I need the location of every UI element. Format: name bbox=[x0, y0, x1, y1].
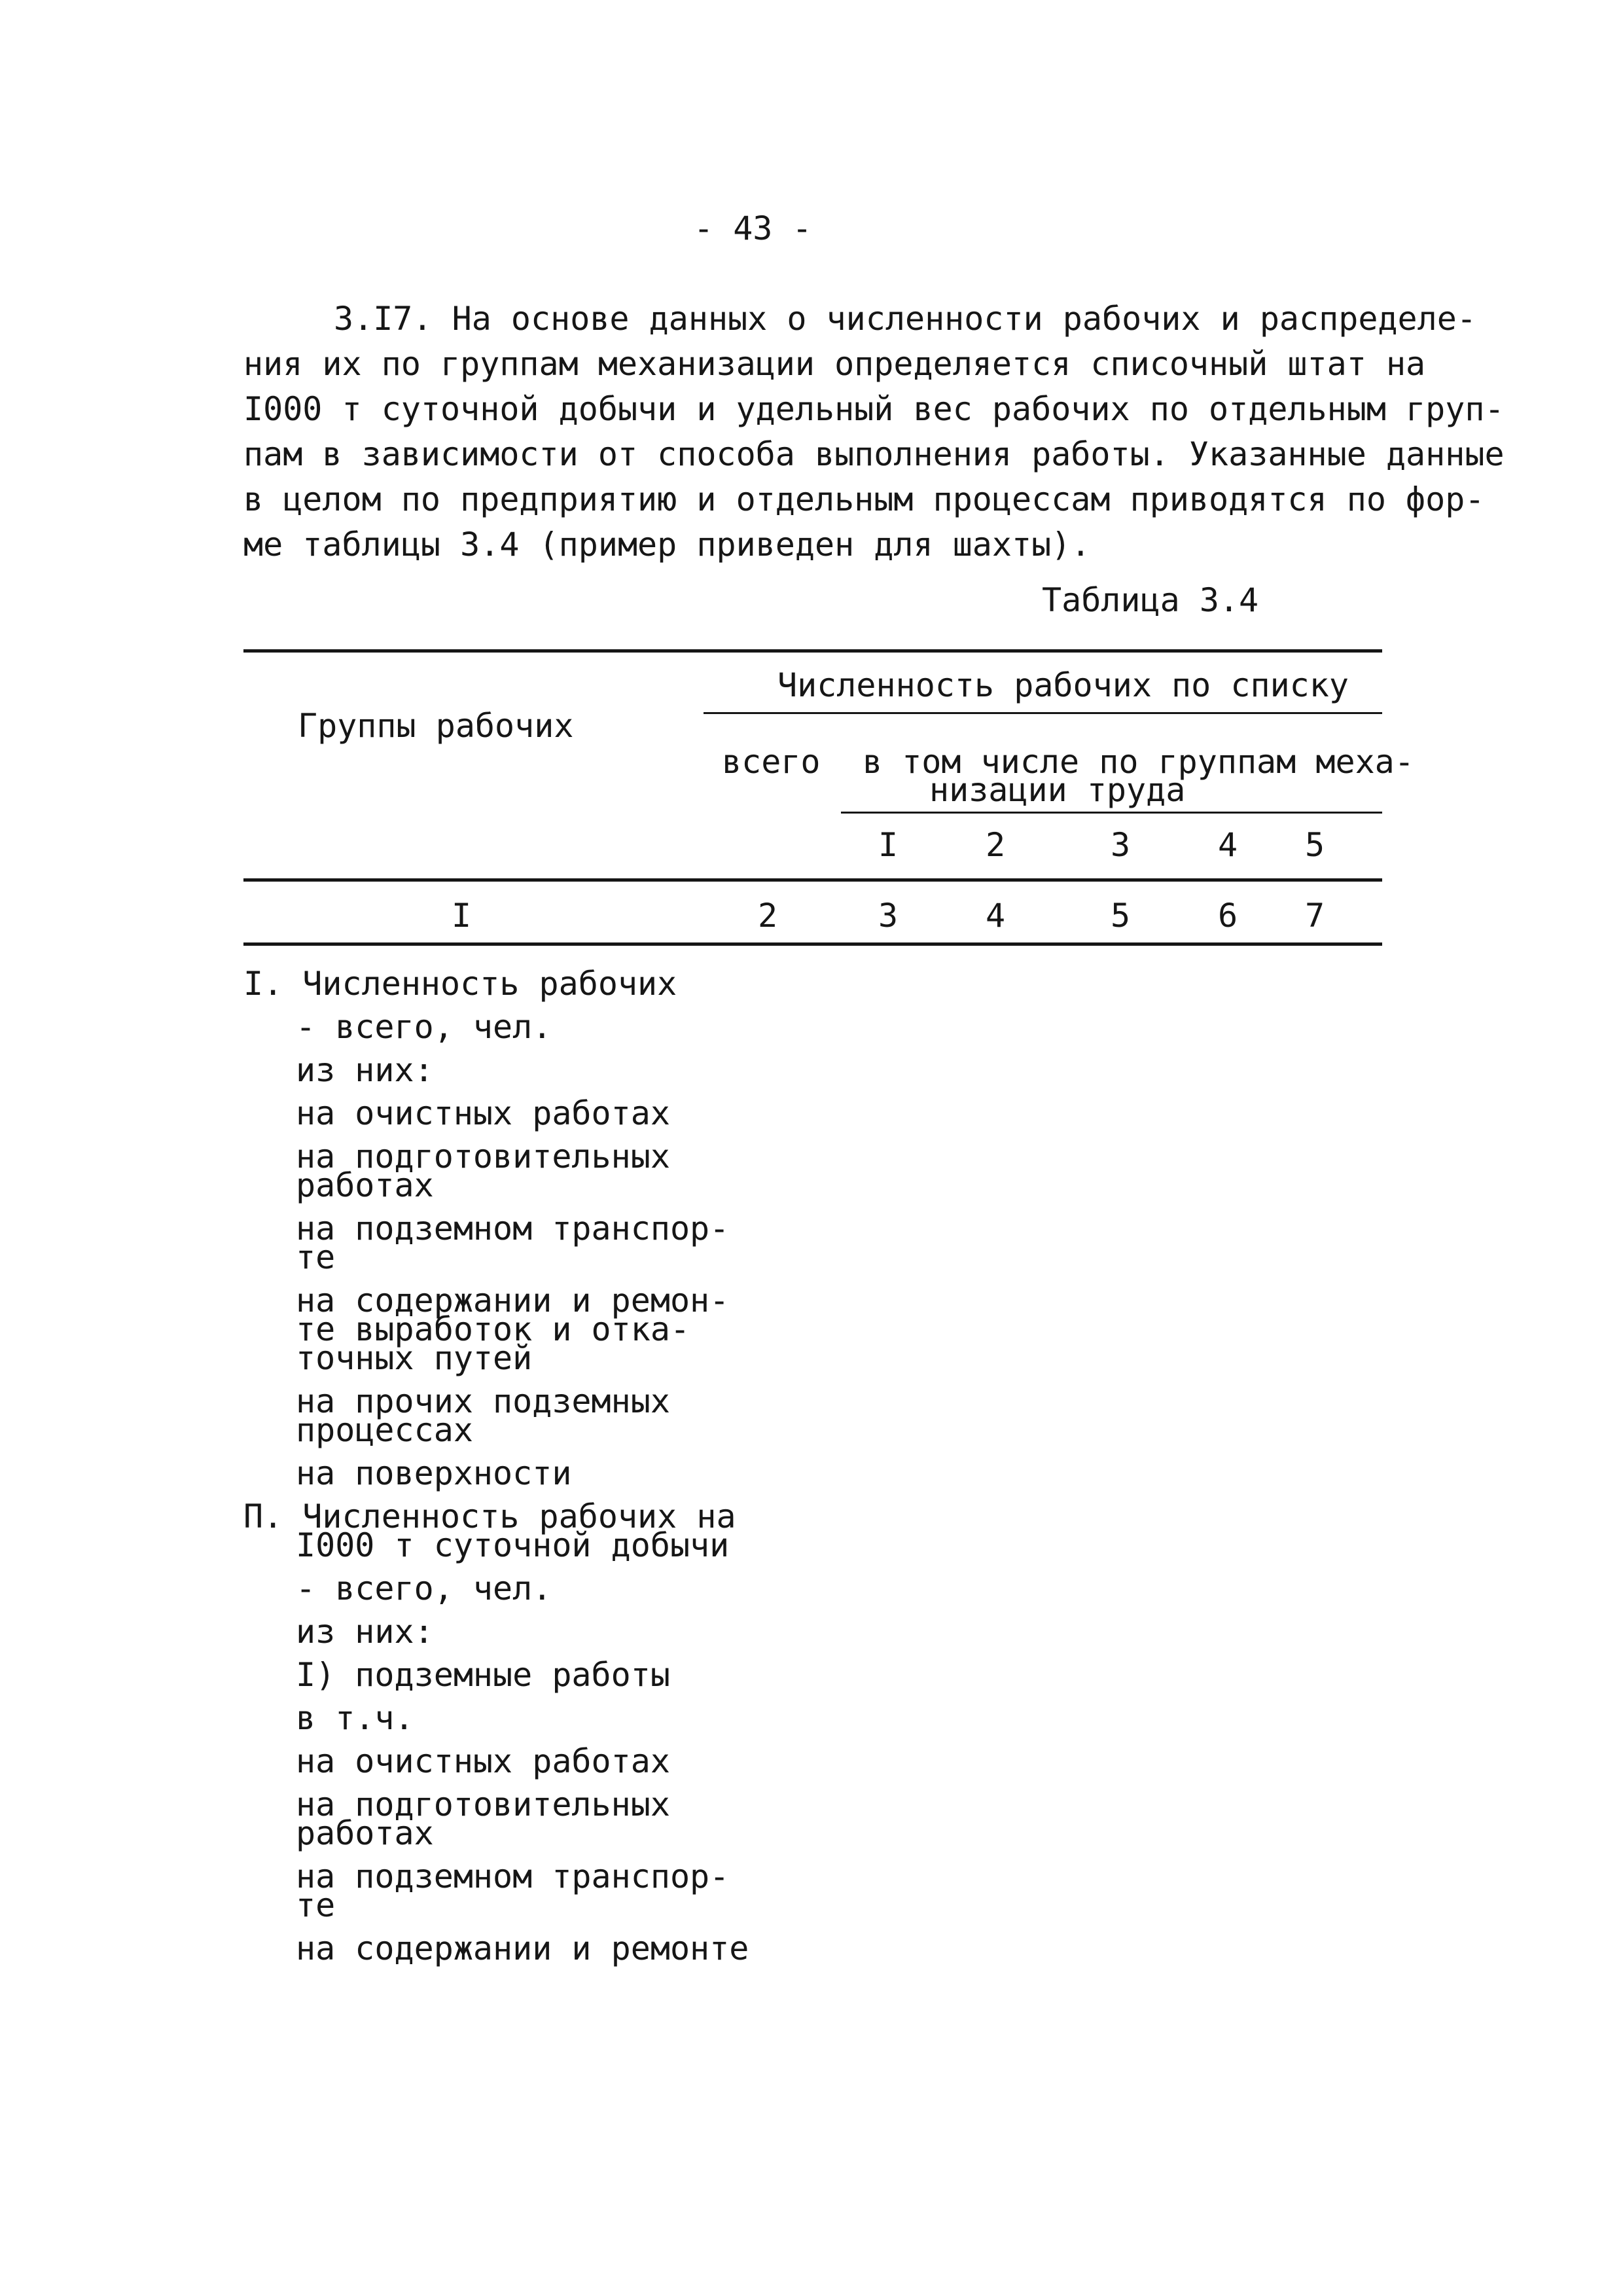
table-row: - всего, чел. bbox=[296, 1570, 552, 1607]
table-row: точных путей bbox=[296, 1339, 533, 1377]
table-row: в т.ч. bbox=[296, 1699, 414, 1737]
column-number: 6 bbox=[1218, 897, 1238, 935]
table-row: I) подземные работы bbox=[296, 1656, 670, 1694]
table-row: I. Численность рабочих bbox=[243, 965, 677, 1003]
column-number: I bbox=[452, 897, 472, 935]
table-row: на подготовительных bbox=[296, 1138, 670, 1175]
column-number: 7 bbox=[1305, 897, 1325, 935]
table-row: I000 т суточной добычи bbox=[296, 1526, 730, 1564]
header-rule bbox=[841, 812, 1382, 814]
table-row: - всего, чел. bbox=[296, 1008, 552, 1046]
column-number: 3 bbox=[878, 897, 899, 935]
paragraph-line: ме таблицы 3.4 (пример приведен для шахты). bbox=[243, 526, 1091, 564]
table-row: на подготовительных bbox=[296, 1785, 670, 1823]
header-group-number: 2 bbox=[986, 826, 1006, 864]
header-headcount: Численность рабочих по списку bbox=[777, 666, 1349, 704]
header-total: всего bbox=[722, 743, 821, 781]
table-row: из них: bbox=[296, 1613, 434, 1651]
table-row: те выработок и отка- bbox=[296, 1310, 690, 1348]
column-number: 5 bbox=[1111, 897, 1131, 935]
header-group-number: 5 bbox=[1305, 826, 1325, 864]
column-numbers-top-rule bbox=[243, 878, 1382, 882]
header-rule bbox=[704, 712, 1382, 714]
table-row: на подземном транспор- bbox=[296, 1857, 730, 1895]
column-numbers-bottom-rule bbox=[243, 942, 1382, 946]
table-row: работах bbox=[296, 1166, 434, 1204]
header-groups-col: Группы рабочих bbox=[298, 707, 574, 745]
column-number: 4 bbox=[986, 897, 1006, 935]
table-row: на подземном транспор- bbox=[296, 1210, 730, 1247]
table-caption: Таблица 3.4 bbox=[1042, 581, 1259, 619]
header-by-groups: низации труда bbox=[929, 771, 1186, 809]
table-row: на содержании и ремонте bbox=[296, 1929, 749, 1967]
table-row: П. Численность рабочих на bbox=[243, 1498, 736, 1535]
paragraph-line: в целом по предприятию и отдельным процессам приводятся по фор- bbox=[243, 480, 1485, 518]
table-row: работах bbox=[296, 1814, 434, 1852]
header-by-groups: в том числе по группам меха- bbox=[863, 743, 1414, 781]
table-row: на прочих подземных bbox=[296, 1382, 670, 1420]
page-number: - 43 - bbox=[694, 209, 812, 247]
table-top-rule bbox=[243, 649, 1382, 653]
paragraph-line: пам в зависимости от способа выполнения работы. Указанные данные bbox=[243, 435, 1505, 473]
table-row: на очистных работах bbox=[296, 1742, 670, 1780]
table-row: процессах bbox=[296, 1411, 473, 1449]
table-row: на поверхности bbox=[296, 1454, 572, 1492]
table-row: на очистных работах bbox=[296, 1094, 670, 1132]
header-group-number: I bbox=[878, 826, 899, 864]
table-row: те bbox=[296, 1238, 336, 1276]
paragraph-line: I000 т суточной добычи и удельный вес рабочих по отдельным груп- bbox=[243, 390, 1505, 428]
table-row: на содержании и ремон- bbox=[296, 1282, 730, 1319]
table-row: из них: bbox=[296, 1051, 434, 1089]
header-group-number: 3 bbox=[1111, 826, 1131, 864]
column-number: 2 bbox=[758, 897, 778, 935]
paragraph-line: 3.I7. На основе данных о численности рабочих и распределе- bbox=[334, 300, 1476, 338]
paragraph-line: ния их по группам механизации определяется списочный штат на bbox=[243, 345, 1426, 383]
table-row: те bbox=[296, 1886, 336, 1924]
header-group-number: 4 bbox=[1218, 826, 1238, 864]
